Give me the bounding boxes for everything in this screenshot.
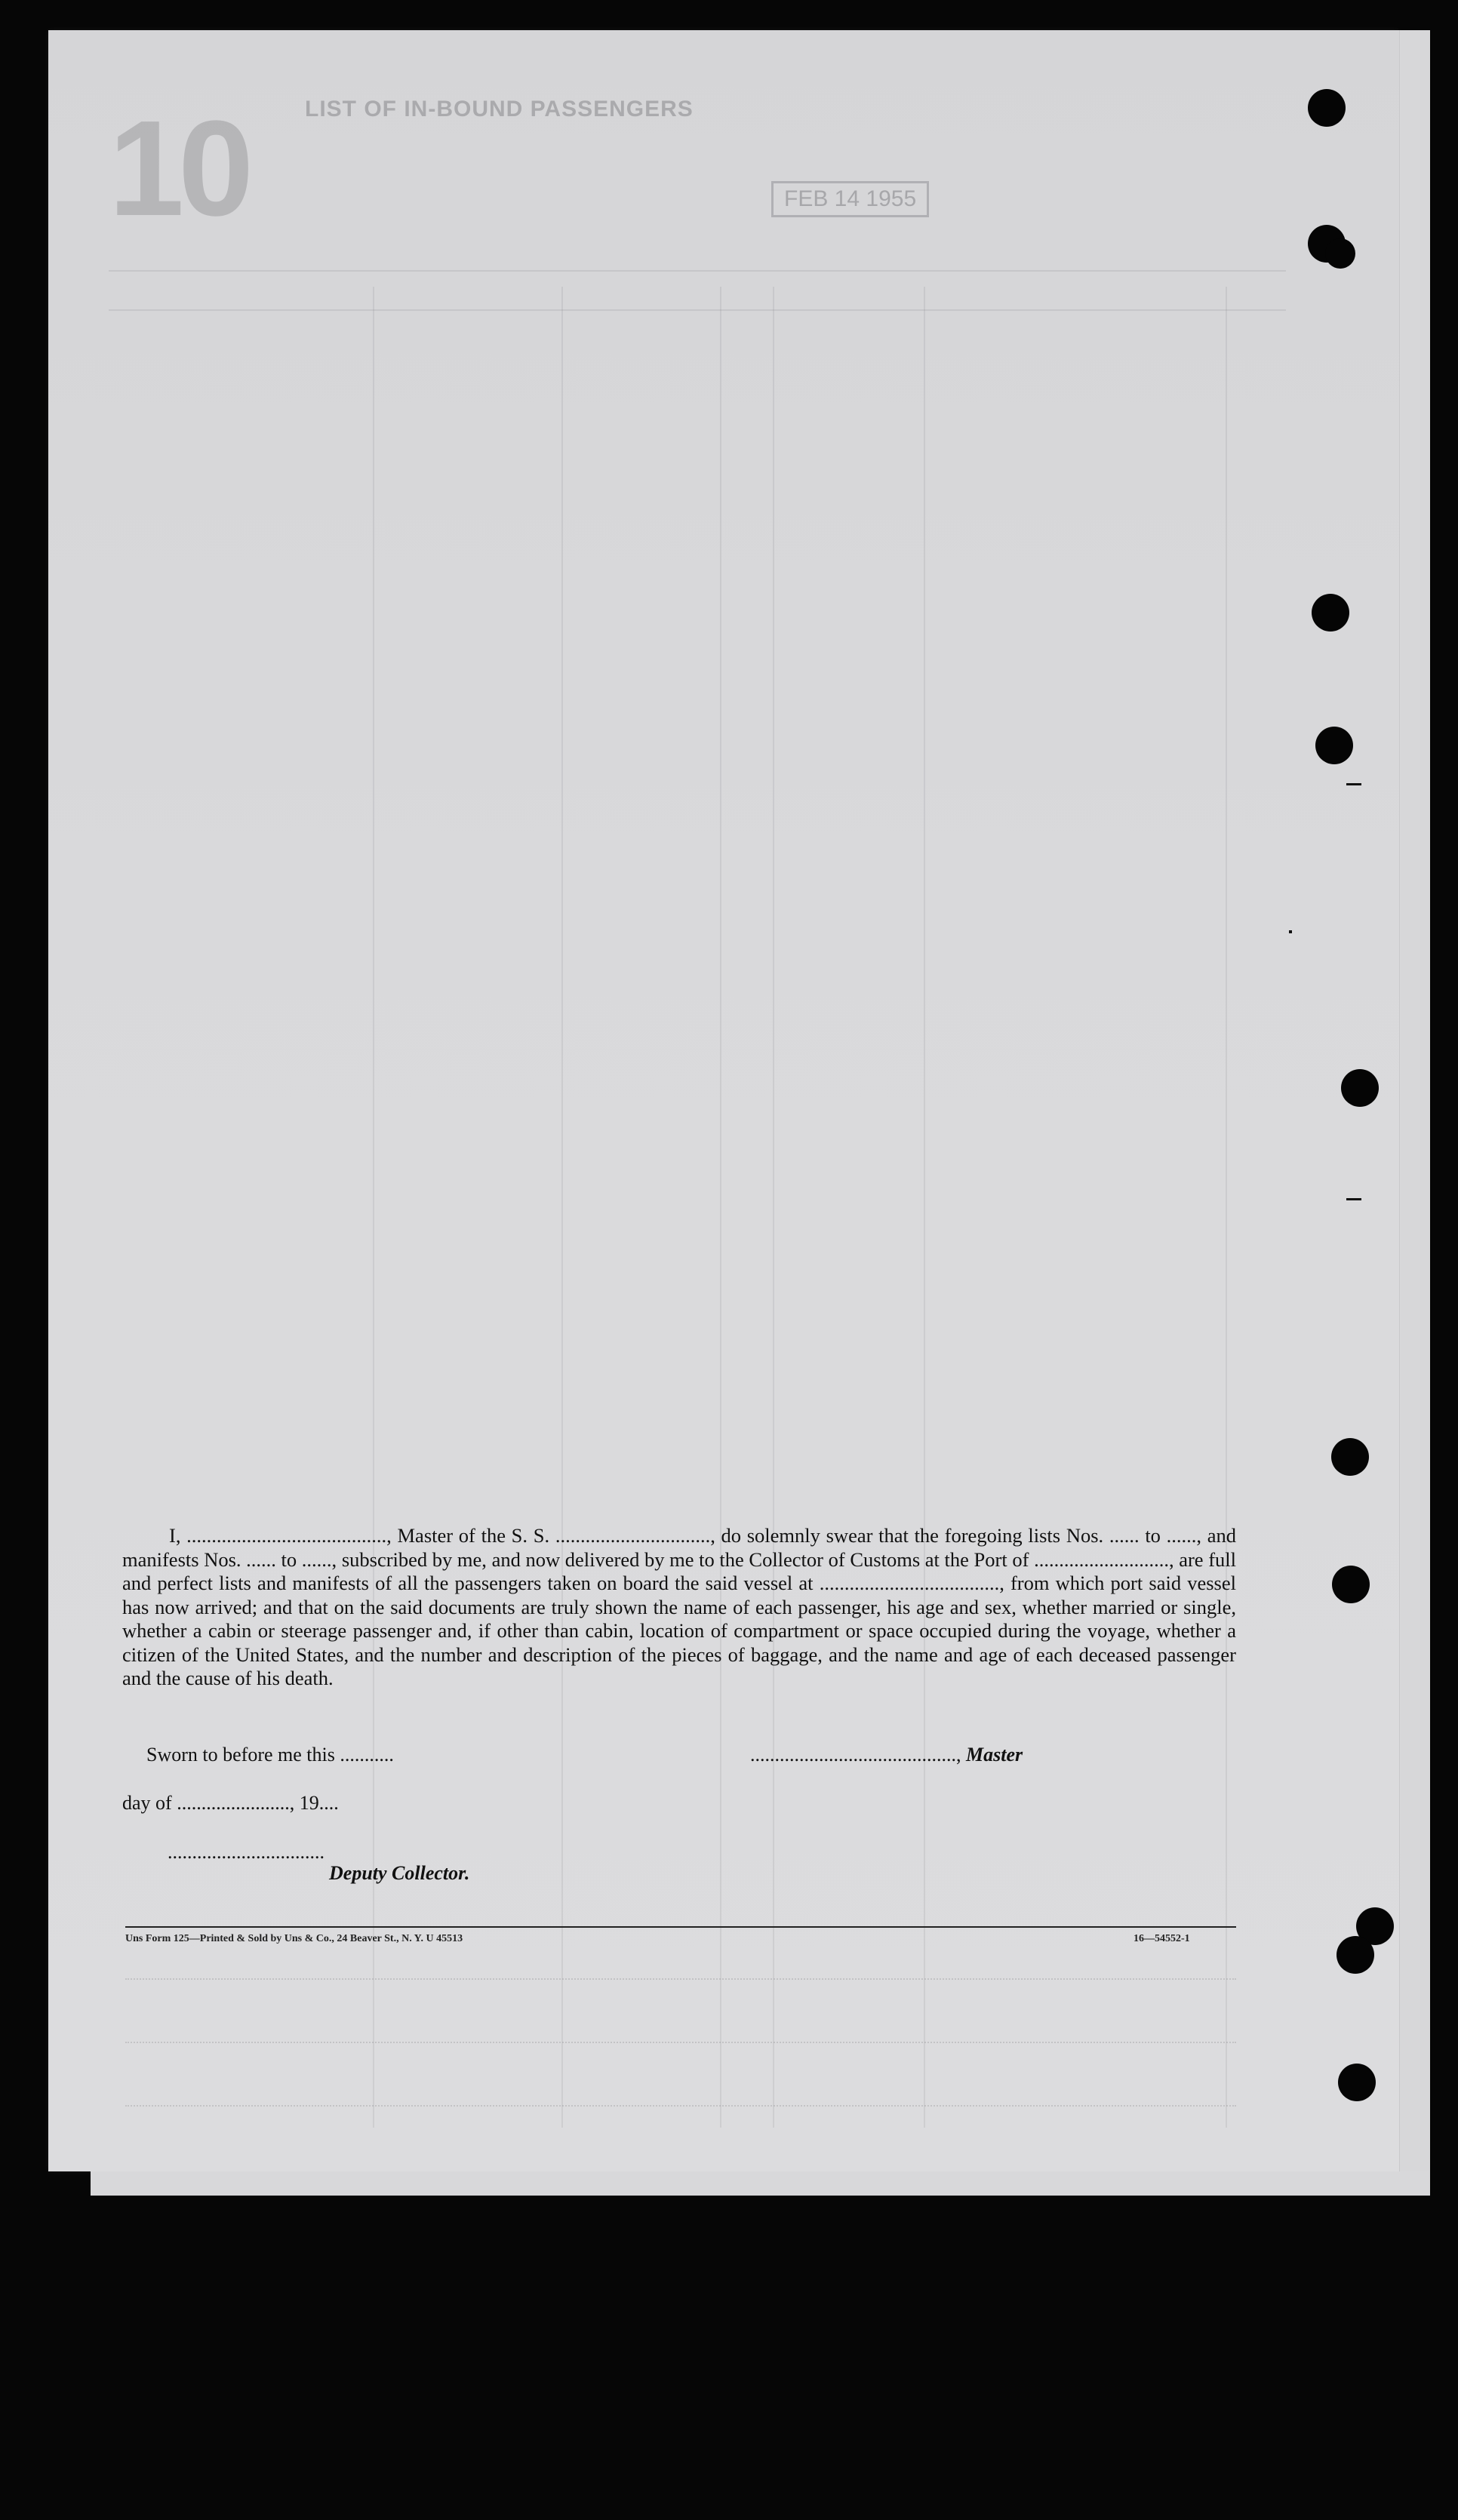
ghost-page-number: 10 xyxy=(109,93,248,244)
footer-form-number: 16—54552-1 xyxy=(1133,1933,1190,1944)
oath-paragraph: I, ........................................, Master of the S. S. ..............................., do solemnly swear that the foregoing lists Nos. ...... to ......, and manifests Nos. ...... to ......, subscribed by me, and now delivered by me to the Collector of Customs at the Port of ..........................., are full and perfect lists and manifests of all the passengers taken on board the said vessel at ...................................., from which port said vessel has now arrived; and that on the said documents are truly shown the name of each passenger, his age and sex, whether married or single, whether a cabin or steerage passenger and, if other than cabin, location of compartment or space occupied during the voyage, whether a citizen of the United States, and the number and description of the pieces of baggage, and the name and age of each deceased passenger and the cause of his death. xyxy=(122,1524,1236,1689)
ghost-column-line xyxy=(561,287,563,2128)
ghost-dotted-row xyxy=(125,2105,1236,2107)
punch-hole xyxy=(1308,89,1346,127)
day-line: day of ......................., 19.... xyxy=(122,1792,339,1814)
edge-mark xyxy=(1346,1198,1361,1200)
backing-sheet xyxy=(1399,30,1430,2196)
punch-hole xyxy=(1332,1566,1370,1603)
master-signature-line xyxy=(750,1744,1023,1766)
edge-mark xyxy=(1346,783,1361,785)
punch-hole xyxy=(1341,1069,1379,1107)
ghost-column-line xyxy=(773,287,774,2128)
footer-printer: Uns Form 125—Printed & Sold by Uns & Co., 24 Beaver St., N. Y. U 45513 xyxy=(125,1933,463,1944)
ghost-column-line xyxy=(924,287,925,2128)
punch-hole xyxy=(1325,238,1355,269)
punch-hole xyxy=(1338,2064,1376,2101)
ghost-column-line xyxy=(1226,287,1227,2128)
master-label: Master xyxy=(966,1744,1023,1766)
edge-mark xyxy=(1289,930,1292,933)
collector-dots: ................................ xyxy=(168,1841,325,1863)
punch-hole xyxy=(1312,594,1349,632)
ghost-rule xyxy=(109,270,1286,272)
master-dots: .........................................., xyxy=(750,1744,961,1766)
ghost-dotted-row xyxy=(125,2042,1236,2043)
ghost-column-line xyxy=(373,287,374,2128)
ghost-dotted-row xyxy=(125,1978,1236,1980)
footer-rule xyxy=(125,1926,1236,1928)
backing-sheet-bottom xyxy=(91,2171,1429,2196)
punch-hole xyxy=(1331,1438,1369,1476)
ghost-rule xyxy=(109,309,1286,311)
ghost-title: LIST OF IN-BOUND PASSENGERS xyxy=(305,97,694,121)
punch-hole xyxy=(1315,727,1353,764)
punch-hole xyxy=(1336,1936,1374,1974)
master-oath xyxy=(122,1524,1236,1691)
ghost-date-stamp: FEB 14 1955 xyxy=(771,181,929,217)
sworn-line: Sworn to before me this ........... xyxy=(146,1744,394,1766)
deputy-collector-label: Deputy Collector. xyxy=(329,1862,470,1884)
ghost-column-line xyxy=(720,287,721,2128)
